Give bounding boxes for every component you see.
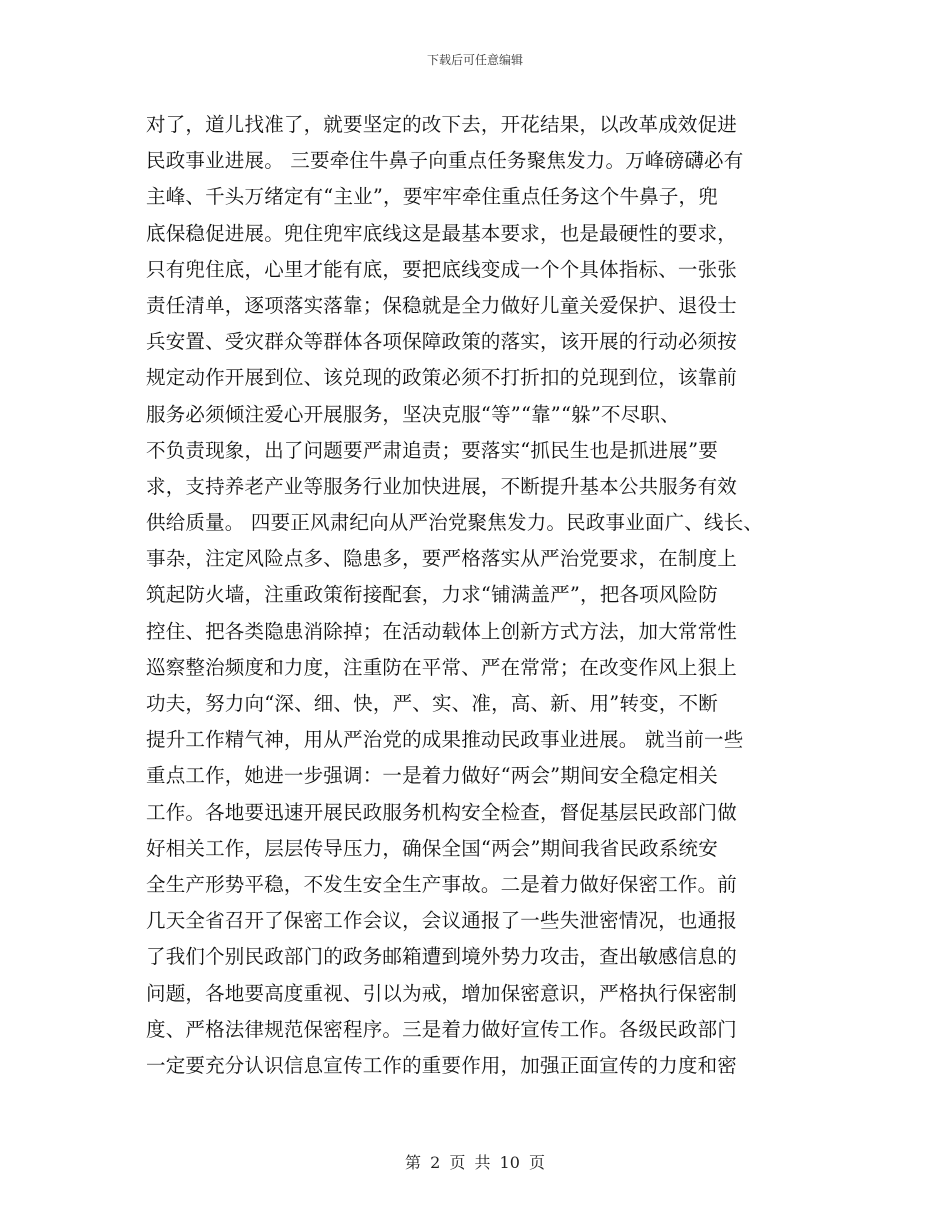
text-line: 服务必须倾注爱心开展服务，坚决克服“等”“靠”“躲”不尽职、 [146,402,680,426]
text-line: 事杂，注定风险点多、隐患多，要严格落实从严治党要求，在制度上 [146,547,738,571]
text-line: 责任清单，逐项落实落靠；保稳就是全力做好儿童关爱保护、退役士 [146,293,738,317]
text-line: 提升工作精气神，用从严治党的成果推动民政事业进展。 就当前一些 [146,728,744,752]
text-line: 主峰、千头万绪定有“主业”，要牢牢牵住重点任务这个牛鼻子，兜 [146,185,718,209]
text-line: 工作。各地要迅速开展民政服务机构安全检查，督促基层民政部门做 [146,800,738,824]
text-line: 供给质量。 四要正风肃纪向从严治党聚焦发力。民政事业面广、线长、 [146,511,764,535]
text-line: 不负责现象，出了问题要严肃追责；要落实“抓民生也是抓进展”要 [146,438,718,462]
text-line: 问题，各地要高度重视、引以为戒，增加保密意识，严格执行保密制 [146,981,738,1005]
text-line: 巡察整治频度和力度，注重防在平常、严在常常；在改变作风上狠上 [146,655,738,679]
text-line: 民政事业进展。 三要牵住牛鼻子向重点任务聚焦发力。万峰磅礴必有 [146,149,744,173]
text-line: 了我们个别民政部门的政务邮箱遭到境外势力攻击，查出敏感信息的 [146,945,738,969]
text-line: 对了，道儿找准了，就要坚定的改下去，开花结果，以改革成效促进 [146,113,738,136]
text-line: 底保稳促进展。兜住兜牢底线这是最基本要求，也是最硬性的要求， [146,221,738,245]
text-line: 筑起防火墙，注重政策衔接配套，力求“铺满盖严”，把各项风险防 [146,583,718,607]
text-line: 控住、把各类隐患消除掉；在活动载体上创新方式方法，加大常常性 [146,619,738,643]
text-line: 好相关工作，层层传导压力，确保全国“两会”期间我省民政系统安 [146,836,718,860]
text-line: 重点工作，她进一步强调：一是着力做好“两会”期间安全稳定相关 [146,764,718,788]
text-line: 兵安置、受灾群众等群体各项保障政策的落实，该开展的行动必须按 [146,330,738,354]
text-line: 几天全省召开了保密工作会议，会议通报了一些失泄密情况，也通报 [146,909,738,933]
text-line: 功夫，努力向“深、细、快，严、实、准，高、新、用”转变，不断 [146,692,718,715]
text-line: 求，支持养老产业等服务行业加快进展，不断提升基本公共服务有效 [146,474,738,498]
text-line: 度、严格法律规范保密程序。三是着力做好宣传工作。各级民政部门 [146,1017,738,1041]
text-line: 全生产形势平稳，不发生安全生产事故。二是着力做好保密工作。前 [146,872,738,896]
page-number-footer: 第 2 页 共 10 页 [405,1153,545,1172]
text-line: 一定要充分认识信息宣传工作的重要作用，加强正面宣传的力度和密 [146,1053,738,1077]
body-text [146,107,836,1084]
text-line: 只有兜住底，心里才能有底，要把底线变成一个个具体指标、一张张 [146,257,738,281]
page-header-note: 下载后可任意编辑 [426,53,523,67]
text-line: 规定动作开展到位、该兑现的政策必须不打折扣的兑现到位，该靠前 [146,366,738,390]
